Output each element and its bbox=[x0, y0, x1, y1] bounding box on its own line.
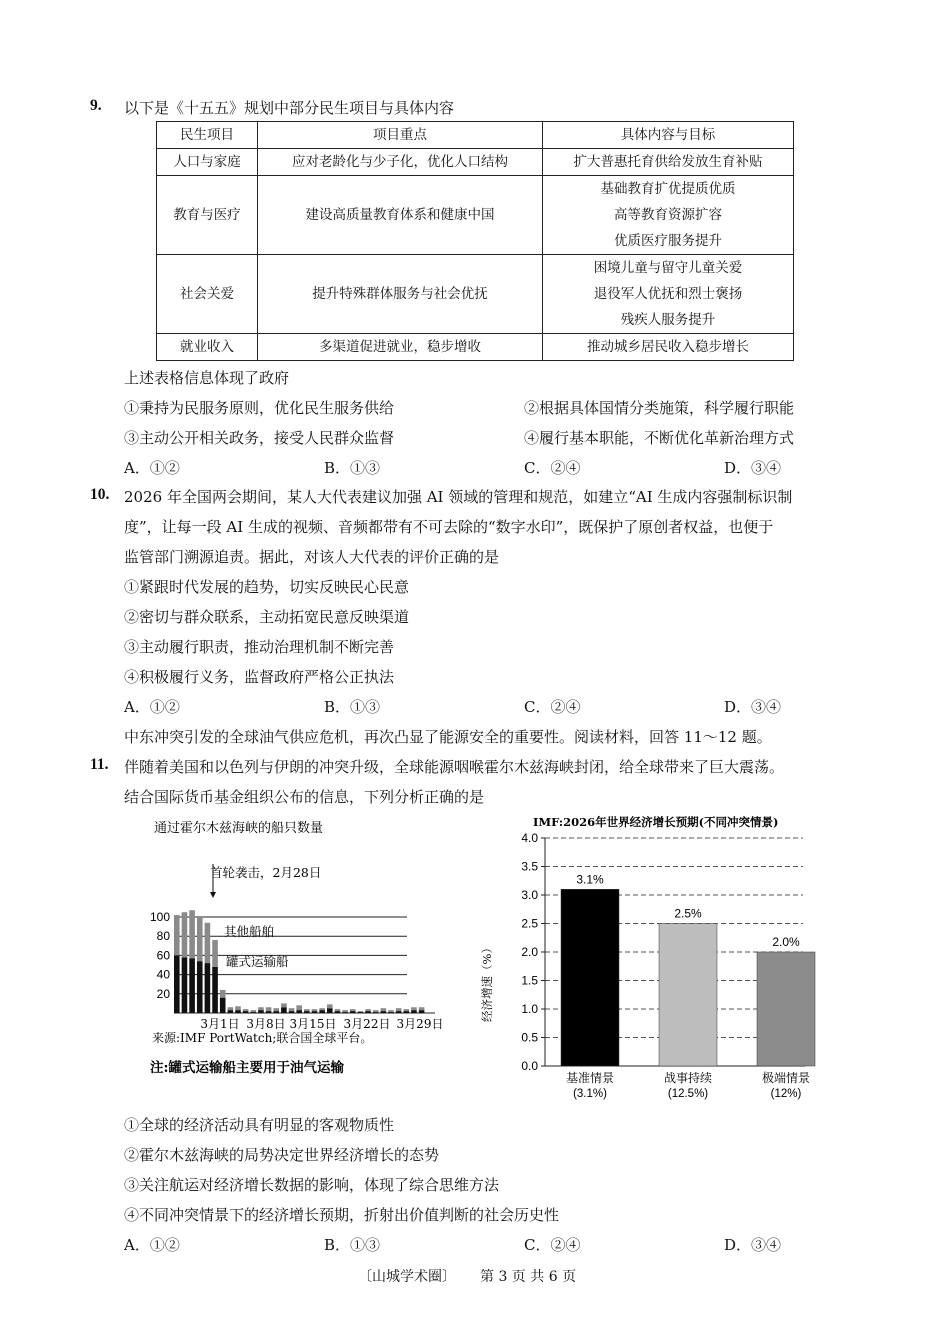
table-cell: 就业收入 bbox=[157, 334, 258, 361]
x-tick-label: 3月8日 bbox=[246, 1017, 286, 1031]
bar-other bbox=[228, 1007, 234, 1010]
y-tick-label: 2.5 bbox=[521, 916, 538, 931]
bar-other bbox=[396, 1008, 402, 1011]
table-cell: 提升特殊群体服务与社会优抚 bbox=[258, 255, 543, 334]
bar-other bbox=[319, 1008, 325, 1010]
table-cell: 多渠道促进就业，稳步增收 bbox=[258, 334, 543, 361]
y-axis-label: 经济增速（%） bbox=[480, 942, 494, 1022]
bar-other bbox=[281, 1003, 287, 1007]
y-tick-label: 4.0 bbox=[521, 831, 538, 845]
table-cell-line: 困境儿童与留守儿童关爱 bbox=[593, 260, 743, 276]
table-cell-line: 基础教育扩优提质优质 bbox=[600, 181, 736, 197]
table-cell-line: 残疾人服务提升 bbox=[620, 312, 716, 328]
q10-stem-line: 度”，让每一段 AI 生成的视频、音频都带有不可去除的“数字水印”，既保护了原创者权益，也便于 bbox=[124, 518, 774, 536]
y-tick-label: 100 bbox=[149, 910, 170, 924]
material-intro: 中东冲突引发的全球油气供应危机，再次凸显了能源安全的重要性。阅读材料，回答 11～12 题。 bbox=[124, 728, 772, 746]
bar-other bbox=[335, 1009, 341, 1011]
data-label: 2.0% bbox=[772, 935, 800, 949]
bar-tanker bbox=[197, 961, 203, 1013]
bar-tanker bbox=[419, 1010, 425, 1013]
bar-other bbox=[258, 1007, 264, 1010]
q10-stem-line: 2026 年全国两会期间，某人大代表建议加强 AI 领域的管理和规范，如建立“AI 生成内容强制标识制 bbox=[124, 488, 793, 506]
q11-number: 11. bbox=[90, 756, 109, 773]
bar-tanker bbox=[296, 1010, 302, 1013]
chart-source: 来源:IMF PortWatch;联合国全球平台。 bbox=[152, 1031, 373, 1045]
q10-statement: ③主动履行职责，推动治理机制不断完善 bbox=[124, 638, 395, 656]
option-d[interactable]: D．③④ bbox=[724, 1236, 782, 1254]
bar bbox=[561, 889, 619, 1066]
y-tick-label: 2.0 bbox=[521, 945, 538, 959]
bar-other bbox=[381, 1008, 387, 1011]
q9-table bbox=[156, 121, 794, 361]
x-tick-label: 3月29日 bbox=[396, 1017, 444, 1031]
bar-tanker bbox=[404, 1011, 410, 1013]
bar-other bbox=[296, 1005, 302, 1010]
bar-other bbox=[304, 1009, 310, 1011]
option-d[interactable]: D．③④ bbox=[724, 459, 782, 477]
bar-tanker bbox=[312, 1011, 318, 1013]
bar bbox=[659, 924, 717, 1067]
bar-tanker bbox=[273, 1011, 279, 1013]
option-c[interactable]: C．②④ bbox=[524, 459, 581, 477]
table-cell: 社会关爱 bbox=[157, 255, 258, 334]
bar-other bbox=[373, 1010, 379, 1012]
q9-statement: ②根据具体国情分类施策，科学履行职能 bbox=[524, 399, 795, 417]
q10-statement: ④积极履行义务，监督政府严格公正执法 bbox=[124, 668, 395, 686]
y-tick-label: 40 bbox=[156, 967, 170, 982]
q10-statement: ②密切与群众联系，主动拓宽民意反映渠道 bbox=[124, 608, 410, 626]
bar-other bbox=[197, 918, 203, 961]
table-cell-line: 退役军人优抚和烈士褒扬 bbox=[593, 286, 743, 302]
y-tick-label: 0.0 bbox=[521, 1059, 538, 1073]
bar-other bbox=[411, 1007, 417, 1010]
table-cell-line: 优质医疗服务提升 bbox=[614, 233, 722, 249]
bar-other bbox=[189, 910, 195, 958]
bar-tanker bbox=[411, 1010, 417, 1013]
y-tick-label: 60 bbox=[156, 948, 170, 963]
bar-tanker bbox=[205, 963, 211, 1013]
bar-other bbox=[174, 915, 180, 955]
option-d[interactable]: D．③④ bbox=[724, 698, 782, 716]
table-header-cell: 民生项目 bbox=[157, 122, 258, 149]
table-row bbox=[157, 176, 794, 255]
bar-other bbox=[251, 1010, 257, 1012]
bar-tanker bbox=[350, 1011, 356, 1013]
bar-tanker bbox=[388, 1012, 394, 1013]
bar-tanker bbox=[304, 1011, 310, 1013]
q10-statement: ①紧跟时代发展的趋势，切实反映民心民意 bbox=[124, 578, 410, 596]
bar-other bbox=[312, 1009, 318, 1011]
bar-tanker bbox=[281, 1007, 287, 1013]
bar-other bbox=[289, 1008, 295, 1011]
bar-tanker bbox=[189, 958, 195, 1013]
option-c[interactable]: C．②④ bbox=[524, 1236, 581, 1254]
bar-tanker bbox=[182, 957, 188, 1013]
bar-tanker bbox=[243, 1011, 249, 1013]
table-cell: 应对老龄化与少子化，优化人口结构 bbox=[258, 149, 543, 176]
table-cell: 人口与家庭 bbox=[157, 149, 258, 176]
table-header-cell: 具体内容与目标 bbox=[543, 122, 794, 149]
y-tick-label: 80 bbox=[156, 929, 170, 944]
q9-statement: ④履行基本职能，不断优化革新治理方式 bbox=[524, 429, 795, 447]
bar bbox=[757, 952, 815, 1066]
q9-stem: 以下是《十五五》规划中部分民生项目与具体内容 bbox=[124, 99, 455, 117]
table-cell-multiline bbox=[543, 176, 794, 255]
x-tick-sublabel: (12.5%) bbox=[667, 1088, 709, 1100]
q10-number: 10. bbox=[90, 486, 110, 503]
x-tick-sublabel: (12%) bbox=[770, 1088, 802, 1100]
bar-other bbox=[235, 1006, 241, 1010]
bar-other bbox=[205, 923, 211, 963]
option-b[interactable]: B．①③ bbox=[324, 698, 381, 716]
table-row bbox=[157, 149, 794, 176]
bar-other bbox=[388, 1010, 394, 1012]
bar-other bbox=[182, 912, 188, 957]
y-tick-label: 3.0 bbox=[521, 888, 538, 902]
footer-brand: 〔山城学术圈〕 bbox=[358, 1269, 456, 1285]
option-a[interactable]: A．①② bbox=[124, 459, 180, 477]
option-b[interactable]: B．①③ bbox=[324, 459, 381, 477]
table-cell-multiline bbox=[543, 255, 794, 334]
bar-other bbox=[358, 1011, 364, 1012]
bar-tanker bbox=[251, 1012, 257, 1013]
ship-count-chart bbox=[140, 810, 460, 1085]
bar-tanker bbox=[342, 1012, 348, 1013]
bar-other bbox=[404, 1009, 410, 1011]
q10-stem-line: 监管部门溯源追责。据此，对该人大代表的评价正确的是 bbox=[124, 548, 500, 566]
bar-tanker bbox=[174, 955, 180, 1013]
x-tick-label: 基准情景 bbox=[565, 1071, 615, 1085]
option-c[interactable]: C．②④ bbox=[524, 698, 581, 716]
table-cell: 推动城乡居民收入稳步增长 bbox=[543, 334, 794, 361]
bar-tanker bbox=[235, 1010, 241, 1013]
y-tick-label: 1.5 bbox=[521, 973, 538, 988]
bar-tanker bbox=[396, 1011, 402, 1013]
chart-title: IMF:2026年世界经济增长预期(不同冲突情景) bbox=[533, 815, 779, 829]
q9-statement: ①秉持为民服务原则，优化民生服务供给 bbox=[124, 399, 395, 417]
x-tick-label: 3月1日 bbox=[200, 1017, 240, 1031]
bar-other bbox=[273, 1008, 279, 1011]
y-tick-label: 1.0 bbox=[521, 1002, 538, 1016]
q9-prompt: 上述表格信息体现了政府 bbox=[124, 369, 290, 387]
q11-statement: ④不同冲突情景下的经济增长预期，折射出价值判断的社会历史性 bbox=[124, 1206, 560, 1224]
bar-tanker bbox=[319, 1010, 325, 1013]
bar-other bbox=[419, 1007, 425, 1010]
q11-statement: ②霍尔木兹海峡的局势决定世界经济增长的态势 bbox=[124, 1146, 440, 1164]
label-other-ships: 其他船舶 bbox=[224, 924, 275, 939]
table-row bbox=[157, 334, 794, 361]
data-label: 2.5% bbox=[674, 906, 702, 921]
x-tick-label: 极端情景 bbox=[761, 1071, 811, 1085]
bar-other bbox=[327, 1004, 333, 1008]
bar-tanker bbox=[220, 998, 226, 1013]
bar-tanker bbox=[335, 1011, 341, 1013]
y-tick-label: 20 bbox=[156, 986, 170, 1001]
x-tick-sublabel: (3.1%) bbox=[573, 1088, 607, 1100]
q11-statement: ③关注航运对经济增长数据的影响，体现了综合思维方法 bbox=[124, 1176, 500, 1194]
x-tick-label: 3月22日 bbox=[343, 1017, 391, 1031]
y-tick-label: 3.5 bbox=[521, 859, 538, 874]
q9-statement: ③主动公开相关政务，接受人民群众监督 bbox=[124, 429, 395, 447]
bar-tanker bbox=[289, 1011, 295, 1013]
attack-arrow-head bbox=[210, 892, 216, 898]
q11-statement: ①全球的经济活动具有明显的客观物质性 bbox=[124, 1116, 395, 1134]
attack-annotation: 首轮袭击，2月28日 bbox=[210, 865, 322, 880]
table-header-row bbox=[157, 122, 794, 149]
label-tanker-ships: 罐式运输船 bbox=[226, 954, 289, 969]
option-b[interactable]: B．①③ bbox=[324, 1236, 381, 1254]
bar-tanker bbox=[212, 967, 218, 1013]
table-cell: 建设高质量教育体系和健康中国 bbox=[258, 176, 543, 255]
bar-other bbox=[350, 1009, 356, 1011]
table-cell: 教育与医疗 bbox=[157, 176, 258, 255]
option-a[interactable]: A．①② bbox=[124, 698, 180, 716]
chart-title: 通过霍尔木兹海峡的船只数量 bbox=[154, 821, 324, 836]
bar-other bbox=[266, 1007, 272, 1011]
bar-tanker bbox=[358, 1012, 364, 1013]
x-tick-label: 3月15日 bbox=[289, 1017, 337, 1031]
footer-page-number: 第 3 页 共 6 页 bbox=[480, 1269, 577, 1285]
bar-other bbox=[365, 1009, 371, 1011]
option-a[interactable]: A．①② bbox=[124, 1236, 180, 1254]
bar-other bbox=[342, 1010, 348, 1012]
bar-other bbox=[220, 990, 226, 998]
q11-stem-line: 结合国际货币基金组织公布的信息，下列分析正确的是 bbox=[124, 788, 485, 806]
chart-note: 注:罐式运输船主要用于油气运输 bbox=[150, 1060, 344, 1076]
bar-tanker bbox=[365, 1011, 371, 1013]
table-cell-line: 高等教育资源扩容 bbox=[614, 207, 722, 223]
bar-tanker bbox=[381, 1011, 387, 1013]
bar-other bbox=[243, 1009, 249, 1011]
data-label: 3.1% bbox=[576, 872, 604, 887]
imf-growth-chart bbox=[475, 812, 820, 1107]
y-tick-label: 0.5 bbox=[521, 1030, 538, 1045]
bar-tanker bbox=[373, 1012, 379, 1013]
bar-tanker bbox=[266, 1011, 272, 1013]
bar-tanker bbox=[258, 1010, 264, 1013]
bar-tanker bbox=[327, 1008, 333, 1013]
q9-number: 9. bbox=[90, 97, 102, 114]
table-header-cell: 项目重点 bbox=[258, 122, 543, 149]
table-row bbox=[157, 255, 794, 334]
table-cell: 扩大普惠托育供给发放生育补贴 bbox=[543, 149, 794, 176]
q11-stem-line: 伴随着美国和以色列与伊朗的冲突升级，全球能源咽喉霍尔木兹海峡封闭，给全球带来了巨大震荡。 bbox=[124, 758, 785, 776]
x-tick-label: 战事持续 bbox=[663, 1071, 713, 1085]
bar-tanker bbox=[228, 1010, 234, 1013]
bar-other bbox=[212, 940, 218, 967]
